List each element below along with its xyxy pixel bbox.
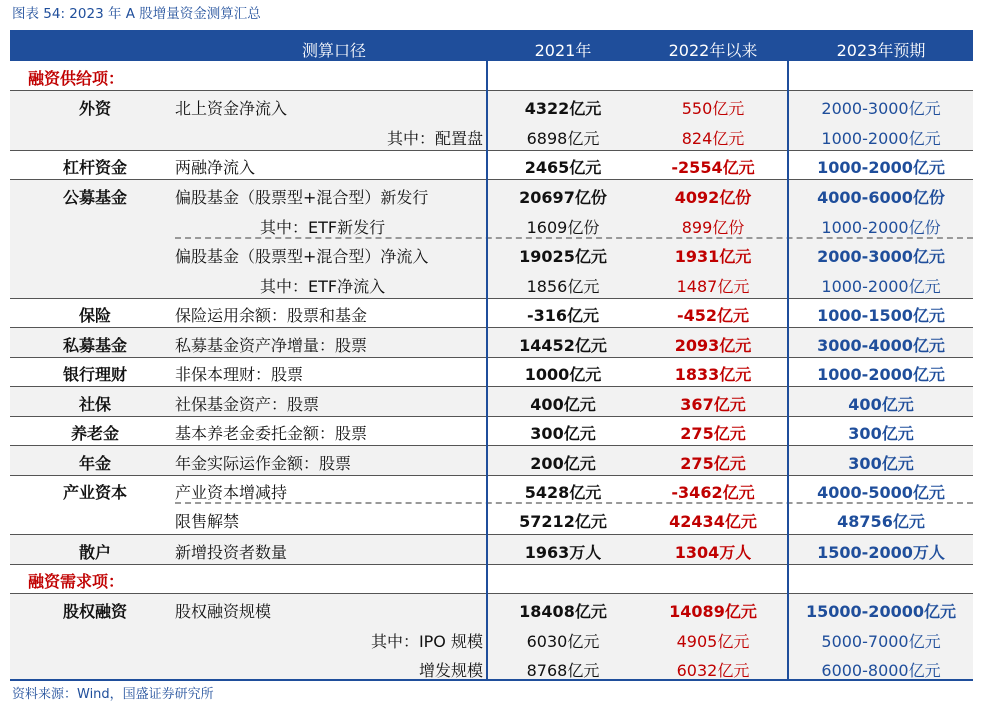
cell-2021: -316亿元 bbox=[526, 306, 600, 325]
row-category: 外资 bbox=[78, 99, 111, 118]
table-row bbox=[10, 504, 973, 534]
cell-2023: 1500-2000万人 bbox=[817, 543, 945, 562]
section-row-supply bbox=[10, 61, 973, 91]
row-category: 保险 bbox=[78, 306, 111, 325]
cell-2021: 400亿元 bbox=[530, 395, 596, 414]
table-row bbox=[10, 535, 973, 565]
cell-2022: 6032亿元 bbox=[676, 660, 750, 680]
table-row bbox=[10, 121, 973, 151]
row-description: 北上资金净流入 bbox=[175, 99, 288, 118]
row-description: 其中：ETF净流入 bbox=[260, 276, 386, 296]
cell-2021: 14452亿元 bbox=[519, 336, 607, 355]
cell-2021: 1609亿份 bbox=[526, 217, 600, 237]
cell-2022: 4092亿份 bbox=[674, 188, 752, 207]
cell-2023: 4000-6000亿份 bbox=[817, 188, 945, 207]
row-description: 增发规模 bbox=[418, 660, 483, 680]
row-description: 限售解禁 bbox=[175, 512, 240, 531]
cell-2022: 42434亿元 bbox=[669, 512, 757, 531]
cell-2021: 2465亿元 bbox=[524, 158, 602, 177]
cell-2023: 1000-2000亿元 bbox=[821, 128, 941, 148]
row-category: 私募基金 bbox=[62, 336, 127, 355]
row-description: 社保基金资产：股票 bbox=[175, 395, 320, 414]
header-2023: 2023年预期 bbox=[836, 41, 926, 60]
cell-2023: 300亿元 bbox=[848, 454, 914, 473]
table-row bbox=[10, 91, 973, 121]
row-category: 杠杆资金 bbox=[62, 158, 127, 177]
table-row bbox=[10, 269, 973, 299]
cell-2022: 1487亿元 bbox=[676, 276, 750, 296]
table-row bbox=[10, 328, 973, 358]
table-header bbox=[10, 32, 973, 61]
cell-2021: 200亿元 bbox=[530, 454, 596, 473]
row-category: 银行理财 bbox=[62, 365, 127, 384]
table-row bbox=[10, 180, 973, 210]
row-category: 年金 bbox=[78, 454, 111, 473]
table-bottom-rule bbox=[10, 679, 973, 681]
section-label-demand: 融资需求项： bbox=[28, 572, 125, 591]
cell-2021: 20697亿份 bbox=[519, 188, 607, 207]
cell-2022: 550亿元 bbox=[681, 99, 745, 118]
row-description: 其中：IPO 规模 bbox=[370, 631, 483, 651]
table-row bbox=[10, 298, 973, 328]
cell-2022: 2093亿元 bbox=[674, 336, 752, 355]
table-row bbox=[10, 594, 973, 624]
header-2021: 2021年 bbox=[534, 41, 592, 60]
header-basis: 测算口径 bbox=[301, 41, 366, 60]
row-category: 股权融资 bbox=[62, 602, 127, 621]
cell-2021: 4322亿元 bbox=[524, 99, 602, 118]
cell-2023: 2000-3000亿元 bbox=[821, 99, 941, 118]
cell-2021: 1856亿元 bbox=[526, 276, 600, 296]
table-row bbox=[10, 624, 973, 654]
cell-2023: 1000-2000亿元 bbox=[817, 158, 945, 177]
cell-2021: 5428亿元 bbox=[524, 483, 602, 502]
row-description: 年金实际运作金额：股票 bbox=[175, 454, 352, 473]
row-description: 偏股基金（股票型+混合型）新发行 bbox=[175, 188, 429, 207]
table-row bbox=[10, 653, 973, 680]
cell-2023: 5000-7000亿元 bbox=[821, 631, 941, 651]
cell-2021: 6030亿元 bbox=[526, 631, 600, 651]
section-label-supply: 融资供给项： bbox=[28, 69, 125, 88]
cell-2023: 1000-2000亿份 bbox=[821, 217, 941, 237]
row-description: 其中：ETF新发行 bbox=[260, 217, 386, 237]
cell-2021: 8768亿元 bbox=[526, 660, 600, 680]
cell-2023: 300亿元 bbox=[848, 424, 914, 443]
row-description: 非保本理财：股票 bbox=[175, 365, 304, 384]
cell-2022: 1931亿元 bbox=[674, 247, 752, 266]
cell-2023: 6000-8000亿元 bbox=[821, 660, 941, 680]
table-row bbox=[10, 416, 973, 446]
row-description: 产业资本增减持 bbox=[175, 483, 288, 502]
cell-2023: 1000-1500亿元 bbox=[817, 306, 945, 325]
cell-2023: 400亿元 bbox=[848, 395, 914, 414]
table-row bbox=[10, 446, 973, 476]
cell-2023: 3000-4000亿元 bbox=[817, 336, 945, 355]
cell-2021: 300亿元 bbox=[530, 424, 596, 443]
cell-2022: 275亿元 bbox=[680, 424, 746, 443]
table-row bbox=[10, 387, 973, 417]
figure-caption: 图表 54: 2023 年 A 股增量资金测算汇总 bbox=[12, 6, 261, 22]
cell-2021: 1000亿元 bbox=[524, 365, 602, 384]
cell-2023: 1000-2000亿元 bbox=[817, 365, 945, 384]
header-2022: 2022年以来 bbox=[668, 41, 758, 60]
cell-2021: 57212亿元 bbox=[519, 512, 607, 531]
cell-2022: -3462亿元 bbox=[671, 483, 755, 502]
column-divider bbox=[787, 61, 789, 680]
cell-2022: 1833亿元 bbox=[674, 365, 752, 384]
row-description: 新增投资者数量 bbox=[175, 543, 288, 562]
row-description: 两融净流入 bbox=[175, 158, 256, 177]
cell-2021: 6898亿元 bbox=[526, 128, 600, 148]
table-row bbox=[10, 239, 973, 269]
cell-2022: 4905亿元 bbox=[676, 631, 750, 651]
row-category: 产业资本 bbox=[62, 483, 127, 502]
row-description: 保险运用余额：股票和基金 bbox=[175, 306, 368, 325]
row-description: 偏股基金（股票型+混合型）净流入 bbox=[175, 247, 429, 266]
column-divider bbox=[486, 61, 488, 680]
cell-2023: 48756亿元 bbox=[837, 512, 925, 531]
row-description: 其中：配置盘 bbox=[386, 128, 483, 148]
row-category: 公募基金 bbox=[62, 188, 127, 207]
row-description: 私募基金资产净增量：股票 bbox=[175, 336, 368, 355]
cell-2023: 15000-20000亿元 bbox=[806, 602, 956, 621]
row-category: 散户 bbox=[78, 543, 111, 562]
cell-2022: 14089亿元 bbox=[669, 602, 757, 621]
cell-2022: 824亿元 bbox=[681, 128, 745, 148]
cell-2021: 18408亿元 bbox=[519, 602, 607, 621]
table-row bbox=[10, 357, 973, 387]
row-description: 基本养老金委托金额：股票 bbox=[175, 424, 368, 443]
cell-2022: 1304万人 bbox=[674, 543, 752, 562]
cell-2022: -452亿元 bbox=[676, 306, 750, 325]
row-category: 社保 bbox=[78, 395, 111, 414]
table-row bbox=[10, 150, 973, 180]
row-description: 股权融资规模 bbox=[175, 602, 272, 621]
cell-2023: 4000-5000亿元 bbox=[817, 483, 945, 502]
table-row bbox=[10, 210, 973, 240]
source-note: 资料来源：Wind，国盛证券研究所 bbox=[12, 687, 214, 702]
cell-2022: 899亿份 bbox=[681, 217, 745, 237]
cell-2021: 1963万人 bbox=[524, 543, 602, 562]
cell-2023: 1000-2000亿元 bbox=[821, 276, 941, 296]
cell-2022: 367亿元 bbox=[680, 395, 746, 414]
cell-2023: 2000-3000亿元 bbox=[817, 247, 945, 266]
row-category: 养老金 bbox=[70, 424, 119, 443]
cell-2022: -2554亿元 bbox=[671, 158, 755, 177]
cell-2022: 275亿元 bbox=[680, 454, 746, 473]
section-row-demand bbox=[10, 564, 973, 594]
table-row bbox=[10, 475, 973, 505]
cell-2021: 19025亿元 bbox=[519, 247, 607, 266]
